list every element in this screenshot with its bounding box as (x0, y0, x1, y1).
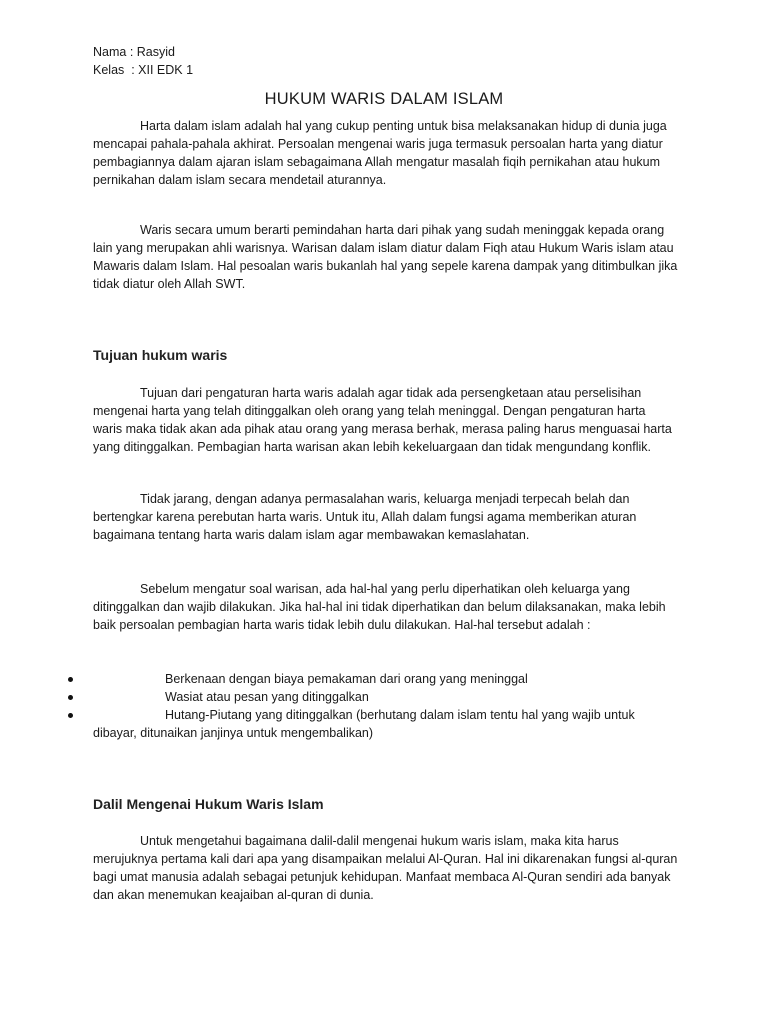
intro-paragraph-1: Harta dalam islam adalah hal yang cukup penting untuk bisa melaksanakan hidup di dunia juga mencapai pahala-pahala akhirat. Persoalan mengenai waris juga termasuk persoalan harta yang diatur pembagiannya dalam ajaran islam sebagaimana Allah mengatur masalah fiqih pernikahan atau hukum pernikahan dalam islam secara mendetail aturannya. (93, 119, 667, 187)
tujuan-paragraph-3: Sebelum mengatur soal warisan, ada hal-hal yang perlu diperhatikan oleh keluarga yang ditinggalkan dan wajib dilakukan. Jika hal-hal ini tidak diperhatikan dan belum dilaksanakan, maka lebih baik persoalan pembagian harta waris tidak lebih dulu dilakukan. Hal-hal tersebut adalah : (93, 582, 666, 632)
intro-paragraph-2: Waris secara umum berarti pemindahan harta dari pihak yang sudah meninggak kepada orang lain yang merupakan ahli warisnya. Warisan dalam islam diatur dalam Fiqh atau Hukum Waris islam atau Mawaris dalam Islam. Hal pesoalan waris bukanlah hal yang sepele karena dampak yang ditimbulkan jika tidak diatur oleh Allah SWT. (93, 223, 678, 291)
requirements-list (68, 670, 680, 742)
section-heading-dalil: Dalil Mengenai Hukum Waris Islam (93, 796, 324, 812)
list-item-text: Wasiat atau pesan yang ditinggalkan (165, 690, 369, 704)
document-title: HUKUM WARIS DALAM ISLAM (264, 90, 504, 108)
bullet-icon (68, 695, 73, 700)
list-item-text: Hutang-Piutang yang ditinggalkan (berhutang dalam islam tentu hal yang wajib untuk dibayar, ditunaikan janjinya untuk mengembalikan) (93, 708, 635, 740)
tujuan-paragraph-1: Tujuan dari pengaturan harta waris adalah agar tidak ada persengketaan atau perselisihan mengenai harta yang telah ditinggalkan oleh orang yang telah meninggal. Dengan pengaturan harta waris maka tidak akan ada pihak atau orang yang merasa berhak, merasa paling harus menguasai harta yang ditinggalkan. Pembagian harta warisan akan lebih kekeluargaan dan tidak mengundang konflik. (93, 386, 672, 454)
student-class-line: Kelas : XII EDK 1 (93, 63, 194, 77)
list-item (68, 688, 680, 706)
section-heading-tujuan: Tujuan hukum waris (93, 347, 228, 363)
list-item-text: Berkenaan dengan biaya pemakaman dari orang yang meninggal (165, 672, 528, 686)
tujuan-paragraph-2: Tidak jarang, dengan adanya permasalahan waris, keluarga menjadi terpecah belah dan bertengkar karena perebutan harta waris. Untuk itu, Allah dalam fungsi agama memberikan aturan bagaimana tentang harta waris dalam islam agar membawakan kemaslahatan. (93, 492, 637, 542)
bullet-icon (68, 713, 73, 718)
dalil-paragraph-1: Untuk mengetahui bagaimana dalil-dalil mengenai hukum waris islam, maka kita harus merujuknya pertama kali dari apa yang disampaikan melalui Al-Quran. Hal ini dikarenakan fungsi al-quran bagi umat manusia adalah sebagai petunjuk kehidupan. Manfaat membaca Al-Quran sendiri ada banyak dan akan menemukan keajaiban al-quran di dunia. (93, 834, 678, 902)
bullet-icon (68, 677, 73, 682)
student-name-line: Nama : Rasyid (93, 45, 175, 59)
list-item (68, 706, 680, 742)
list-item (68, 670, 680, 688)
